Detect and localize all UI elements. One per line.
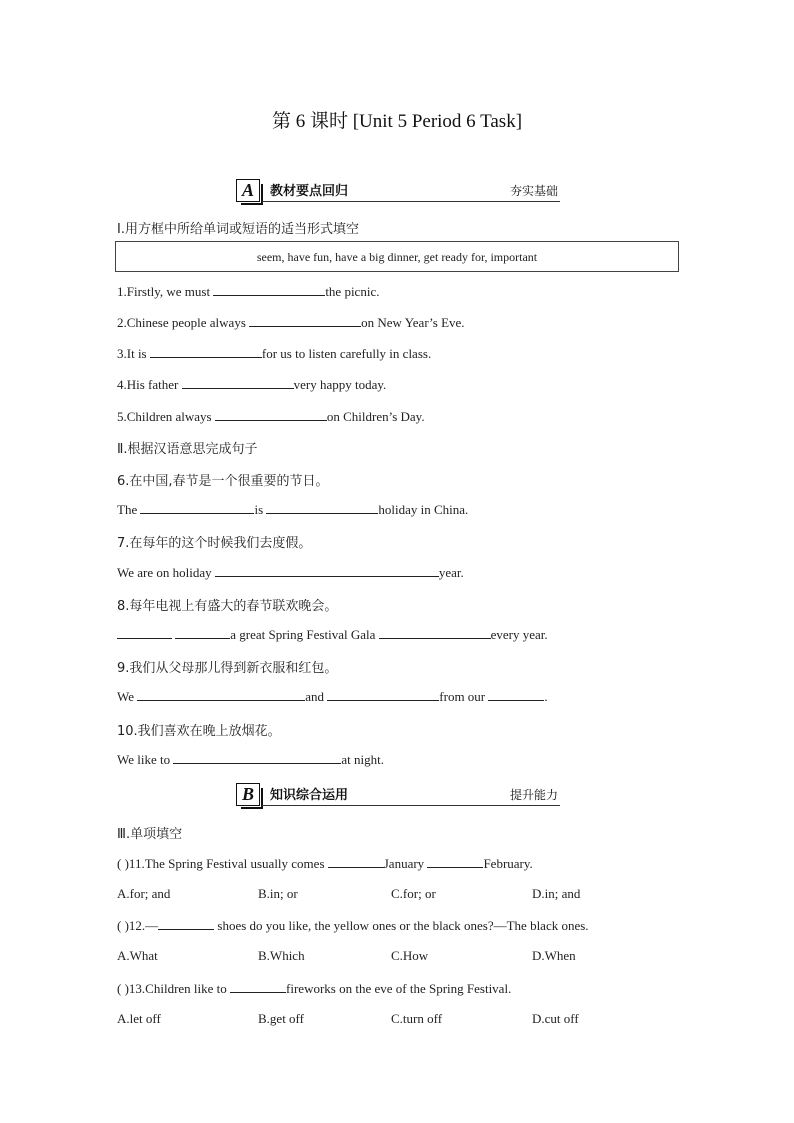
- question-8: [117, 626, 548, 643]
- question-3: [117, 345, 431, 362]
- q11-option-d[interactable]: D.in; and: [532, 886, 581, 901]
- question-6: [117, 501, 468, 518]
- q10-part-b: at night.: [341, 752, 384, 767]
- q8-blank-1[interactable]: [117, 626, 172, 639]
- q11-option-c[interactable]: C.for; or: [391, 886, 436, 901]
- q4-post: very happy today.: [293, 377, 387, 392]
- q1-post: the picnic.: [325, 284, 380, 299]
- question-9: [117, 688, 548, 705]
- q7-chinese: 7.在每年的这个时候我们去度假。: [117, 536, 312, 551]
- q3-post: for us to listen carefully in class.: [261, 346, 432, 361]
- word-box: seem, have fun, have a big dinner, get ready for, important: [115, 241, 679, 272]
- q9-blank-2[interactable]: [327, 688, 439, 701]
- question-1: [117, 283, 379, 300]
- q13-answer-paren[interactable]: ( ): [117, 981, 129, 996]
- page-title: 第 6 课时 [Unit 5 Period 6 Task]: [271, 111, 523, 132]
- q3-pre: 3.It is: [117, 346, 150, 361]
- q11-blank-2[interactable]: [427, 855, 483, 868]
- q5-blank[interactable]: [215, 408, 327, 421]
- section-b-rule: [262, 805, 560, 806]
- q8-part-b: every year.: [490, 627, 548, 642]
- part1-heading: Ⅰ.用方框中所给单词或短语的适当形式填空: [117, 222, 359, 237]
- q3-blank[interactable]: [150, 345, 262, 358]
- q9-chinese: 9.我们从父母那儿得到新衣服和红包。: [117, 661, 338, 676]
- q11-option-b[interactable]: B.in; or: [258, 886, 298, 901]
- q13-option-a[interactable]: A.let off: [117, 1011, 161, 1026]
- question-4: [117, 376, 386, 393]
- q12-option-a[interactable]: A.What: [117, 948, 158, 963]
- q1-pre: 1.Firstly, we must: [117, 284, 214, 299]
- q4-blank[interactable]: [182, 376, 294, 389]
- section-a-badge: A: [236, 179, 260, 202]
- q4-pre: 4.His father: [117, 377, 182, 392]
- q11-blank-1[interactable]: [328, 855, 384, 868]
- q12-option-d[interactable]: D.When: [532, 948, 576, 963]
- q11-part-c: February.: [483, 856, 533, 871]
- q12-part-a: 12.—: [128, 918, 159, 933]
- q12-blank[interactable]: [158, 917, 214, 930]
- section-a-header: [234, 178, 560, 204]
- q2-blank[interactable]: [249, 314, 361, 327]
- q5-pre: 5.Children always: [117, 409, 215, 424]
- q10-blank[interactable]: [173, 751, 341, 764]
- question-10: [117, 751, 384, 768]
- q12-part-b: shoes do you like, the yellow ones or the black ones?—The black ones.: [214, 918, 589, 933]
- q6-part-b: is: [254, 502, 267, 517]
- q9-part-c: from our: [439, 689, 489, 704]
- q12-option-c[interactable]: C.How: [391, 948, 429, 963]
- q8-blank-2[interactable]: [175, 626, 230, 639]
- section-a-title: 教材要点回归: [270, 184, 349, 199]
- q11-part-b: January: [383, 856, 428, 871]
- part3-heading: Ⅲ.单项填空: [117, 827, 183, 842]
- q11-answer-paren[interactable]: ( ): [117, 856, 129, 871]
- section-a-rule: [262, 201, 560, 202]
- q7-blank[interactable]: [215, 564, 439, 577]
- q2-pre: 2.Chinese people always: [117, 315, 250, 330]
- q9-part-b: and: [305, 689, 328, 704]
- section-b-title: 知识综合运用: [270, 788, 349, 803]
- q11-option-a[interactable]: A.for; and: [117, 886, 171, 901]
- q6-blank-1[interactable]: [140, 501, 254, 514]
- section-b-badge: B: [236, 783, 260, 806]
- q8-part-a: a great Spring Festival Gala: [230, 627, 379, 642]
- q8-blank-3[interactable]: [379, 626, 491, 639]
- q13-option-b[interactable]: B.get off: [258, 1011, 304, 1026]
- q6-part-a: The: [117, 502, 141, 517]
- q9-part-a: We: [117, 689, 138, 704]
- question-11: [117, 855, 533, 872]
- question-2: [117, 314, 465, 331]
- q13-part-a: 13.Children like to: [128, 981, 231, 996]
- question-12: [117, 917, 589, 934]
- q11-part-a: 11.The Spring Festival usually comes: [128, 856, 328, 871]
- q5-post: on Children’s Day.: [326, 409, 425, 424]
- q6-chinese: 6.在中国,春节是一个很重要的节日。: [117, 474, 329, 489]
- q7-part-a: We are on holiday: [117, 565, 215, 580]
- q8-chinese: 8.每年电视上有盛大的春节联欢晚会。: [117, 599, 338, 614]
- question-5: [117, 408, 425, 425]
- section-b-header: [234, 782, 560, 808]
- q6-blank-2[interactable]: [266, 501, 378, 514]
- section-b-tag: 提升能力: [509, 788, 558, 802]
- q13-option-d[interactable]: D.cut off: [532, 1011, 579, 1026]
- q12-option-b[interactable]: B.Which: [258, 948, 305, 963]
- q12-answer-paren[interactable]: ( ): [117, 918, 129, 933]
- q9-blank-1[interactable]: [137, 688, 305, 701]
- q10-chinese: 10.我们喜欢在晚上放烟花。: [117, 724, 281, 739]
- part2-heading: Ⅱ.根据汉语意思完成句子: [117, 442, 258, 457]
- question-13: [117, 980, 511, 997]
- q10-part-a: We like to: [117, 752, 174, 767]
- q1-blank[interactable]: [213, 283, 325, 296]
- section-a-tag: 夯实基础: [509, 184, 558, 198]
- q13-option-c[interactable]: C.turn off: [391, 1011, 443, 1026]
- q2-post: on New Year’s Eve.: [361, 315, 465, 330]
- q7-part-b: year.: [438, 565, 464, 580]
- q13-part-b: fireworks on the eve of the Spring Festival.: [286, 981, 512, 996]
- q13-blank[interactable]: [230, 980, 286, 993]
- q9-part-d: .: [544, 689, 548, 704]
- q9-blank-3[interactable]: [488, 688, 544, 701]
- question-7: [117, 564, 464, 581]
- q6-part-c: holiday in China.: [378, 502, 469, 517]
